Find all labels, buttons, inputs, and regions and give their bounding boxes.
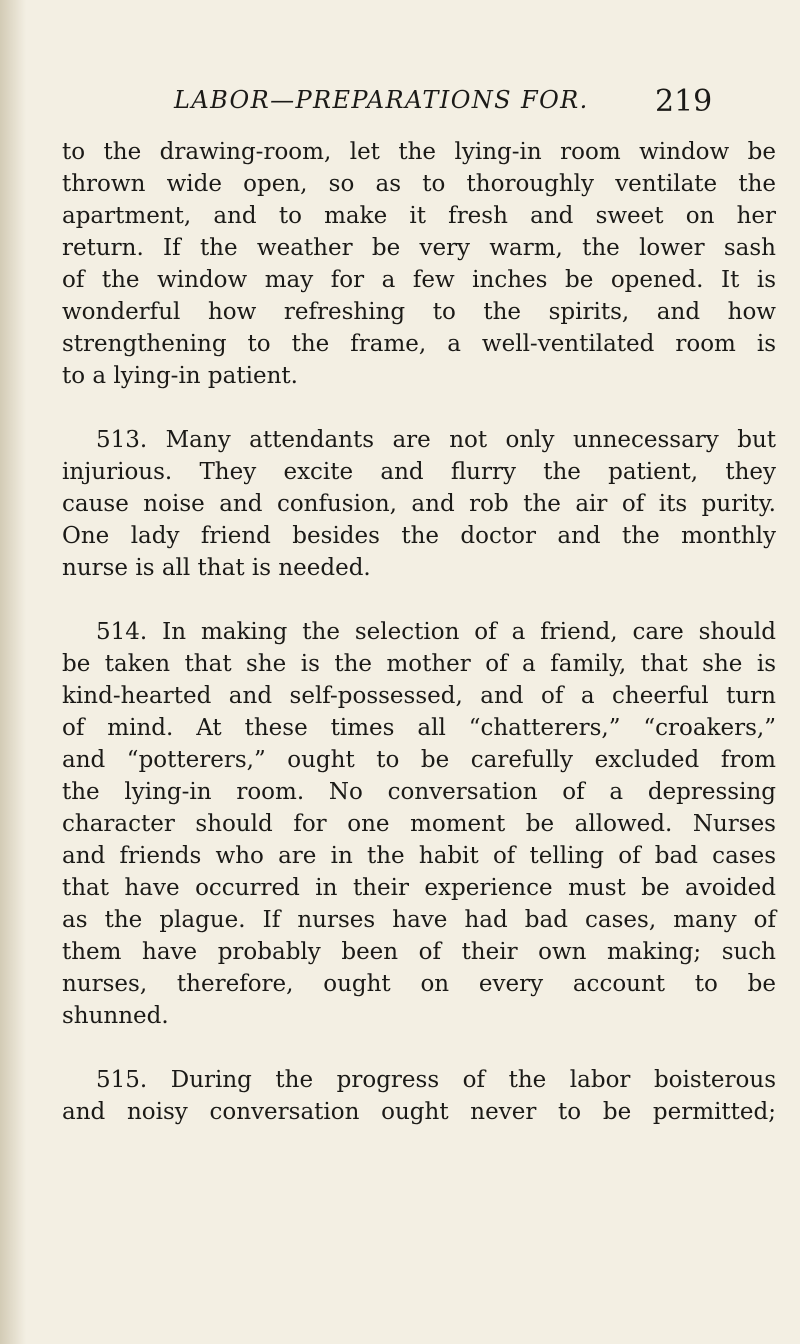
text-line: be taken that she is the mother of a family, that she is	[62, 651, 776, 677]
text-line: One lady friend besides the doctor and the monthly	[62, 523, 776, 549]
text-line: nurses, therefore, ought on every account to be	[62, 971, 776, 997]
text-line: nurse is all that is needed.	[62, 555, 371, 581]
paragraph-continuation	[62, 136, 776, 392]
text-line: kind-hearted and self-possessed, and of a cheerful turn	[62, 683, 776, 709]
paragraph-514	[62, 616, 776, 1032]
text-line: of the window may for a few inches be opened. It is	[62, 267, 776, 293]
text-line: of mind. At these times all “chatterers,” “croakers,”	[62, 715, 776, 741]
page-header	[0, 86, 800, 122]
text-line: return. If the weather be very warm, the lower sash	[62, 235, 776, 261]
text-line: character should for one moment be allowed. Nurses	[62, 811, 776, 837]
text-line: them have probably been of their own making; such	[62, 939, 776, 965]
text-line: the lying-in room. No conversation of a depressing	[62, 779, 776, 805]
text-line: injurious. They excite and flurry the patient, they	[62, 459, 776, 485]
page-number: 219	[655, 84, 713, 119]
text-line: to a lying-in patient.	[62, 363, 298, 389]
paragraph-515	[62, 1064, 776, 1128]
text-line: 514. In making the selection of a friend, care should	[96, 619, 776, 645]
text-line: as the plague. If nurses have had bad cases, many of	[62, 907, 776, 933]
body-text	[62, 136, 776, 1160]
text-line: thrown wide open, so as to thoroughly ventilate the	[62, 171, 776, 197]
paragraph-513	[62, 424, 776, 584]
text-line: 513. Many attendants are not only unnecessary but	[96, 427, 776, 453]
text-line: shunned.	[62, 1003, 169, 1029]
text-line: to the drawing-room, let the lying-in room window be	[62, 139, 776, 165]
text-line: and noisy conversation ought never to be permitted;	[62, 1099, 776, 1125]
text-line: 515. During the progress of the labor boisterous	[96, 1067, 776, 1093]
text-line: and “potterers,” ought to be carefully excluded from	[62, 747, 776, 773]
page-gutter-shadow	[0, 0, 26, 1344]
text-line: cause noise and confusion, and rob the air of its purity.	[62, 491, 776, 517]
running-head: LABOR—PREPARATIONS FOR.	[174, 86, 589, 114]
text-line: and friends who are in the habit of telling of bad cases	[62, 843, 776, 869]
text-line: wonderful how refreshing to the spirits, and how	[62, 299, 776, 325]
text-line: strengthening to the frame, a well-ventilated room is	[62, 331, 776, 357]
text-line: apartment, and to make it fresh and sweet on her	[62, 203, 776, 229]
text-line: that have occurred in their experience must be avoided	[62, 875, 776, 901]
